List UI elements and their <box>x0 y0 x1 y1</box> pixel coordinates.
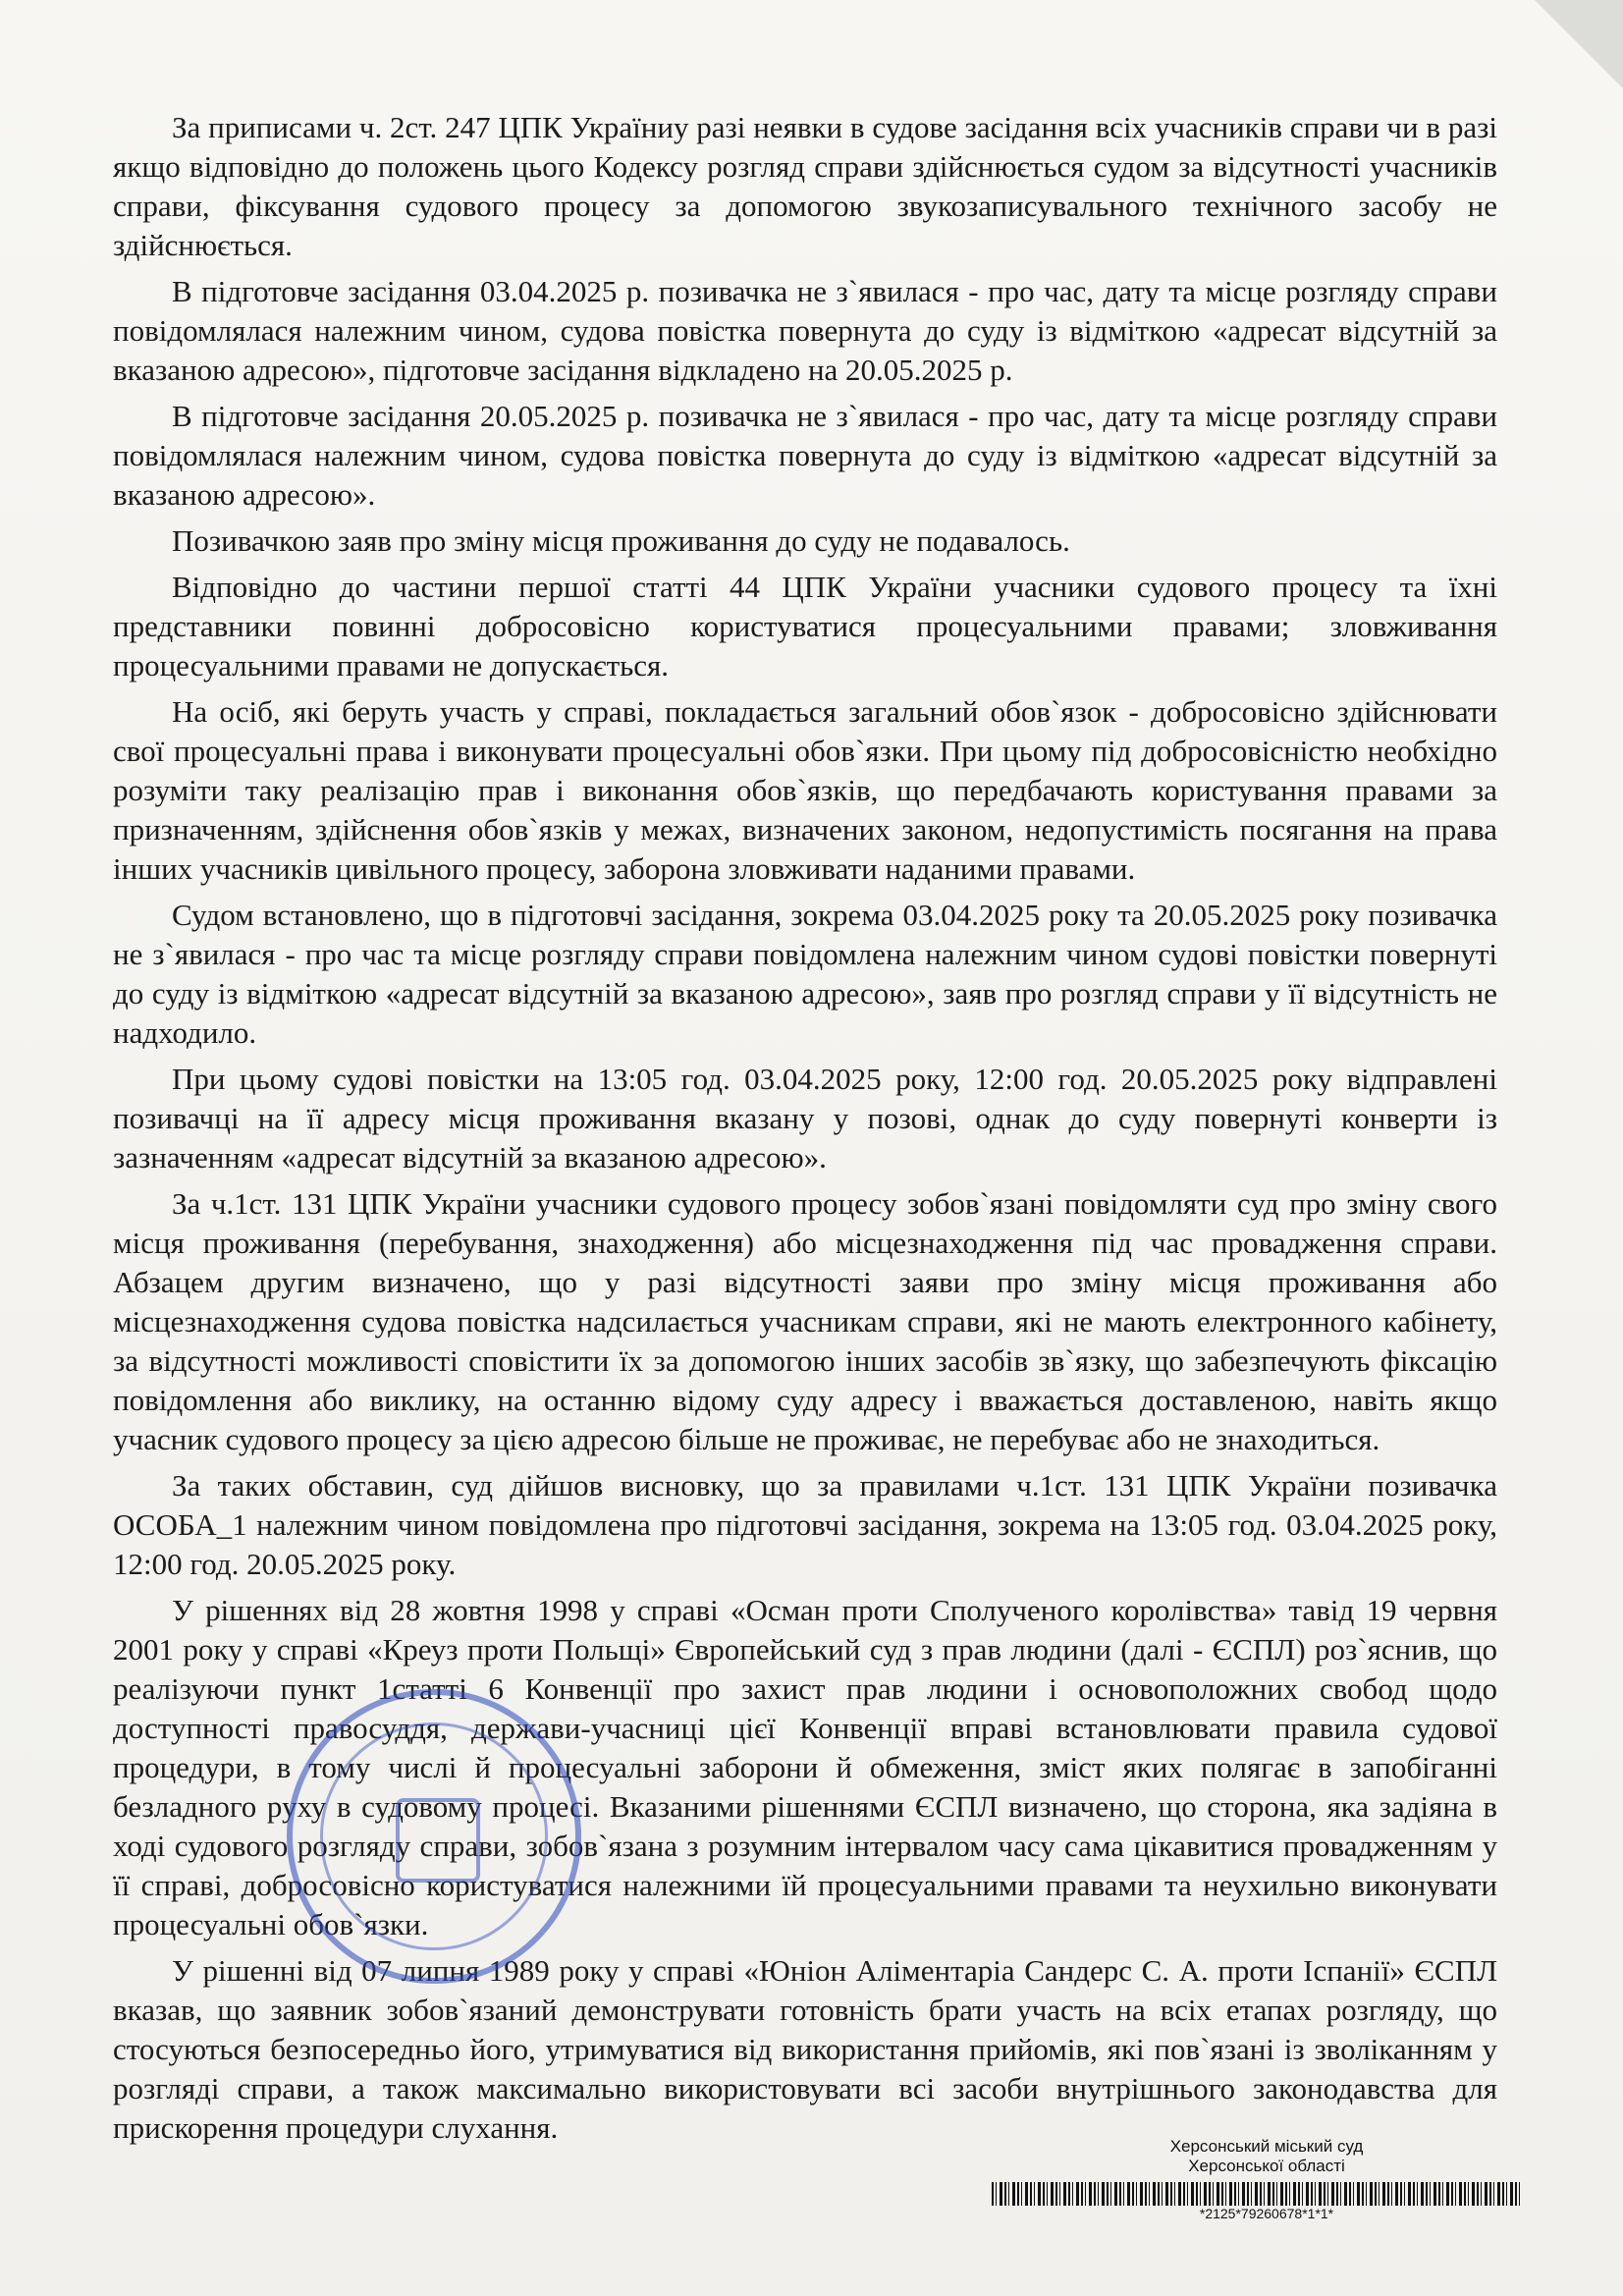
court-region: Херсонської області <box>1188 2157 1345 2175</box>
paragraph: Позивачкою заяв про зміну місця проживання до суду не подавалось. <box>172 523 1070 558</box>
court-footer <box>992 2137 1542 2221</box>
paragraph: За таких обставин, суд дійшов висновку, що за правилами ч.1ст. 131 ЦПК України позивачка ОСОБА_1 належним чином повідомлена про підготовчі засідання, зокрема на 13:05 год. 03.04.2025 року, 12:00 год. 20.05.2025 року. <box>113 1468 1497 1581</box>
barcode-number: *2125*79260678*1*1* <box>1199 2206 1334 2221</box>
coat-of-arms-icon <box>396 1798 480 1883</box>
paragraph: Судом встановлено, що в підготовчі засідання, зокрема 03.04.2025 року та 20.05.2025 року позивачка не з`явилася - про час та місце розгляду справи повідомлена належним чином судові повістки повернуті до суду із відміткою «адресат відсутній за вказаною адресою», заяв про розгляд справи у її відсутність не надходило. <box>113 898 1497 1050</box>
court-name: Херсонський міський суд <box>1169 2137 1364 2156</box>
paragraph: Відповідно до частини першої статті 44 ЦПК України учасники судового процесу та їхні представники повинні добросовісно користуватися процесуальними правами; зловживання процесуальними правами не допускається. <box>113 570 1497 683</box>
paragraph: За приписами ч. 2ст. 247 ЦПК Україниу разі неявки в судове засідання всіх учасників справи чи в разі якщо відповідно до положень цього Кодексу розгляд справи здійснюється судом за відсутності учасників справи, фіксування судового процесу за допомогою звукозаписувального технічного засобу не здійснюється. <box>113 110 1497 262</box>
paragraph: За ч.1ст. 131 ЦПК України учасники судового процесу зобов`язані повідомляти суд про зміну свого місця проживання (перебування, знаходження) або місцезнаходження під час провадження справи. Абзацем другим визначено, що у разі відсутності заяви про зміну місця проживання або місцезнаходження судова повістка надсилається учасникам справи, які не мають електронного кабінету, за відсутності можливості сповістити їх за допомогою інших засобів зв`язку, що забезпечують фіксацію повідомлення або виклику, на останню відому суду адресу і вважається доставленою, навіть якщо учасник судового процесу за цією адресою більше не проживає, не перебуває або не знаходиться. <box>113 1186 1497 1456</box>
paragraph: При цьому судові повістки на 13:05 год. 03.04.2025 року, 12:00 год. 20.05.2025 року відправлені позивачці на її адресу місця проживання вказану у позові, однак до суду повернуті конверти із зазначенням «адресат відсутній за вказаною адресою». <box>113 1062 1497 1175</box>
paragraph: У рішеннях від 28 жовтня 1998 у справі «Осман проти Сполученого королівства» тавід 19 червня 2001 року у справі «Креуз проти Польщі» Європейський суд з прав людини (далі - ЄСПЛ) роз`яснив, що реалізуючи пункт 1статті 6 Конвенції про захист прав людини і основоположних свобод щодо доступності правосуддя, держави-учасниці цієї Конвенції вправі встановлювати правила судової процедури, в тому числі й процесуальні заборони й обмеження, зміст яких полягає в запобіганні безладного руху в судовому процесі. Вказаними рішеннями ЄСПЛ визначено, що сторона, яка задіяна в ході судового розгляду справи, зобов`язана з розумним інтервалом часу сама цікавитися провадженням у її справі, добросовісно користуватися належними їй процесуальними правами та неухильно виконувати процесуальні обов`язки. <box>113 1593 1497 1941</box>
paragraph: В підготовче засідання 03.04.2025 р. позивачка не з`явилася - про час, дату та місце розгляду справи повідомлялася належним чином, судова повістка повернута до суду із відміткою «адресат відсутній за вказаною адресою», підготовче засідання відкладено на 20.05.2025 р. <box>113 274 1497 387</box>
folded-corner <box>1535 0 1623 88</box>
paragraph: У рішенні від 07 липня 1989 року у справі «Юніон Аліментаріа Сандерс С. А. проти Іспанії» ЄСПЛ вказав, що заявник зобов`язаний демонструвати готовність брати участь на всіх етапах розгляду, що стосуються безпосередньо його, утримуватися від використання прийомів, які пов`язані із зволіканням у розгляді справи, а також максимально використовувати всі засоби внутрішнього законодавства для прискорення процедури слухання. <box>113 1953 1497 2145</box>
paragraph: На осіб, які беруть участь у справі, покладається загальний обов`язок - добросовісно здійснювати свої процесуальні права і виконувати процесуальні обов`язки. При цьому під добросовісністю необхідно розуміти таку реалізацію прав і виконання обов`язків, що передбачають користування правами за призначенням, здійснення обов`язків у межах, визначених законом, недопустимість посягання на права інших учасників цивільного процесу, заборона зловживати наданими правами. <box>113 694 1497 886</box>
court-seal <box>287 1689 581 1984</box>
paragraph: В підготовче засідання 20.05.2025 р. позивачка не з`явилася - про час, дату та місце розгляду справи повідомлялася належним чином, судова повістка повернута до суду із відміткою «адресат відсутній за вказаною адресою». <box>113 399 1497 512</box>
barcode <box>992 2182 1522 2206</box>
